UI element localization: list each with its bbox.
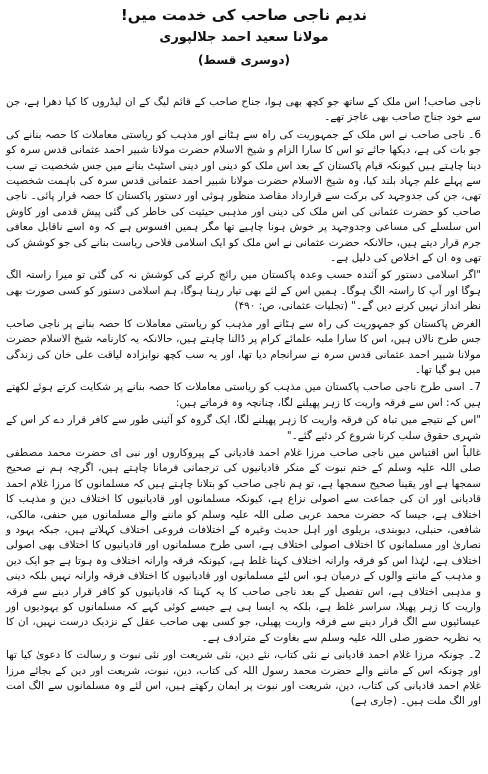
- quote-paragraph: "اگر اسلامی دستور کو آئندہ حسب وعدہ پاکستان میں رائج کرنے کی کوشش نہ کی گئی تو میرا راستہ الگ ہوگا اور آپ کا راستہ الگ ہوگا۔ ہمیں اس کے لئے بھی تیار رہنا ہوگا، ہم اسلامی دستور کو کسی صورت بھی نظر انداز نہیں کرنے دیں گے۔" (تجلیات عثمانی، ص: ۴۹۰): [6, 269, 481, 313]
- paragraph: 6۔ ناجی صاحب نے اس ملک کے جمہوریت کی راہ سے ہٹانے اور مذہب کو ریاستی معاملات کا حصہ بنانے کی جو بات کی ہے، دیکھا جائے تو اس کا سارا الزام و شیخ الاسلام حضرت مولانا شبیر احمد عثمانی قدس سرہ کو دینا چاہتے ہیں کیونکہ قیام پاکستان کے بعد اس ملک کو دینی اور دینی اسٹیٹ بنانے میں جس شخصیت نے سب سے پہلے علم جہاد بلند کیا، وہ شیخ الاسلام حضرت مولانا شبیر احمد عثمانی قدس سرہ کی باہمت شخصیت تھی، جن کی جدوجہد کی برکت سے قرارداد مقاصد منظور ہوئی اور دستور پاکستان کا حصہ قرار پائی۔ ناجی صاحب کو حضرت عثمانی کی اس ملک کی دینی اور مذہبی حیثیت کی خاطر کی گئی پیش قدمی اور کاوش اس سلسلے کی مساعی وجدوجہد پر خوش ہونا چاہیے تھا مگر ہمیں افسوس ہے کہ وہ اسے ناقابل معافی جرم قرار دیتے ہیں، حالانکہ حضرت عثمانی نے اس ملک کو ایک اسلامی فلاحی ریاست بنانے کی جو کوشش کی تھی وہ ان کے اخلاص کی دلیل ہے۔: [6, 128, 481, 265]
- article-author: مولانا سعید احمد جلالپوری: [159, 30, 329, 45]
- article-part: (دوسری قسط): [198, 53, 290, 67]
- article-body: [6, 95, 481, 712]
- quote-paragraph: "اس کے نتیجے میں تباہ کن فرقہ واریت کا زہر پھیلنے لگا، ایک گروہ کو آئینی طور سے کافر قرار دے کر اس کے شہری حقوق سلب کرنا شروع کر دئیے گئے۔": [6, 414, 481, 442]
- paragraph: ناجی صاحب! اس ملک کے ساتھ جو کچھ بھی ہوا، جناح صاحب کے قائم لیگ کے ان لیڈروں کا کیا دھرا ہے، جن سے خود جناح صاحب بھی عاجز تھے۔: [6, 96, 481, 124]
- paragraph: 7۔ اسی طرح ناجی صاحب پاکستان میں مذہب کو ریاستی معاملات کا حصہ بنانے پر شکایت کرتے ہوئے لکھتے ہیں کہ: اس سے فرقہ واریت کا زہر پھیلنے لگا، چنانچہ وہ فرماتے ہیں:: [6, 381, 481, 409]
- paragraph: 2۔ چونکہ مرزا غلام احمد قادیانی نے نئی کتاب، نئے دین، نئی شریعت اور نئی نبوت و رسالت کا دعویٰ کیا تھا اور چونکہ اس کے ماننے والے حضرت محمد رسول اللہ کی کتاب، دین، نبوت، شریعت اور دین کے بجائے مرزا غلام احمد قادیانی کی کتاب، دین، شریعت اور نبوت پر ایمان رکھتے ہیں، اس لئے وہ مسلمانوں سے الگ امت اور الگ ملت ہیں۔ (جاری ہے): [6, 649, 481, 708]
- article-header: [0, 5, 488, 69]
- paragraph: غالباً اس اقتباس میں ناجی صاحب مرزا غلام احمد قادیانی کے پیروکاروں اور نبی ای حضرت محمد مصطفی صلی اللہ علیہ وسلم کے ختم نبوت کے منکر قادیانیوں کی ترجمانی فرمانا چاہتے ہیں، اگرچہ ہم نے صحیح سمجھا ہے اور یقینا صحیح سمجھا ہے، تو ہم ناجی صاحب کو بتلانا چاہتے ہیں کہ مسلمانوں کا مرزا غلام احمد قادیانی اور ان کی جماعت سے اصولی نزاع ہے، کیونکہ مسلمانوں اور قادیانیوں کا اختلاف دین و مذہب کا اختلاف ہے، جیسا کہ حضرت محمد عربی صلی اللہ علیہ وسلم کو ماننے والے مسلمانوں میں حنفی، مالکی، شافعی، حنبلی، دیوبندی، بریلوی اور اہل حدیث وغیرہ کے اختلافات فروعی اختلاف کہلاتے ہیں، جبکہ یہود و نصاریٰ اور مسلمانوں کا اختلاف اصولی اختلاف ہے، اسی طرح مسلمانوں اور قادیانیوں کا اختلاف بھی اصولی اختلاف ہے، لہٰذا اس کو فرقہ وارانہ اختلاف کہنا غلط ہے، کیونکہ فرقہ وارانہ اختلاف وہ ہوتا ہے جو ایک دین و مذہب کے ماننے والوں کے درمیان ہو، اس لئے مسلمانوں اور قادیانیوں کا اختلاف فرقہ وارانہ نہیں بلکہ دینی و مذہبی اختلاف ہے، اس تفصیل کے بعد ناجی صاحب کا یہ کہنا کہ قادیانیوں کو کافر قرار دینے سے فرقہ واریت کا زہر پھیلا، سراسر غلط ہے، بلکہ یہ ایسا ہی ہے جیسے کوئی کہے کہ مسلمانوں کو یہودیوں اور عیسائیوں سے الگ قرار دینے سے فرقہ واریت پھیلی، جو کسی بھی صاحب عقل کے نزدیک درست نہیں، ان کا یہ نظریہ حضور صلی اللہ علیہ وسلم سے بغاوت کے مترادف ہے۔: [6, 446, 481, 644]
- article-title: ندیم ناجی صاحب کی خدمت میں!: [120, 6, 368, 24]
- paragraph: الغرض پاکستان کو جمہوریت کی راہ سے ہٹانے اور مذہب کو ریاستی معاملات کا حصہ بنانے پر ناجی صاحب جس طرح نالاں ہیں، اس کا سارا ملبہ علمائے کرام پر ڈالنا چاہتے ہیں، حالانکہ یہ کارنامہ شیخ الاسلام حضرت مولانا شبیر احمد عثمانی قدس سرہ نے سرانجام دیا تھا، اور یہ سب کچھ نوابزادہ لیاقت علی خان کی زندگی میں ہو گیا تھا۔: [6, 317, 481, 376]
